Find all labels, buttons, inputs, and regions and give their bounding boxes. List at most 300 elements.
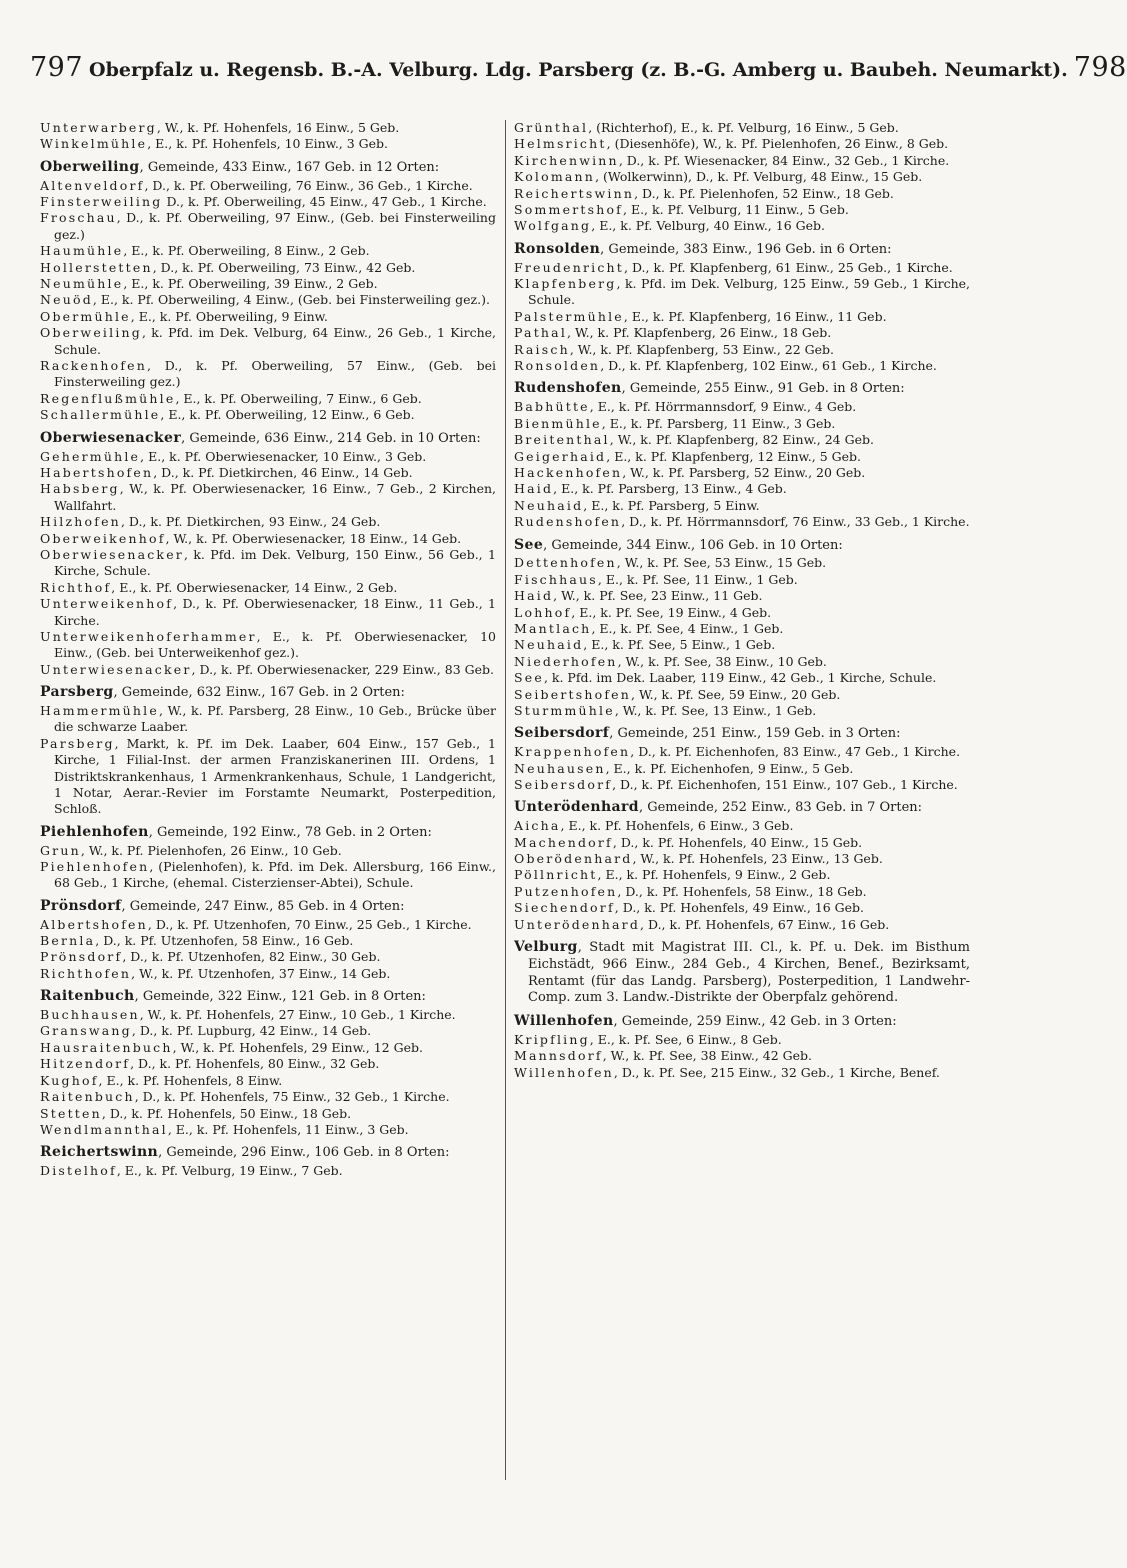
municipality-heading: [514, 1013, 970, 1031]
place-details: , E., k. Pf. Hohenfels, 8 Einw.: [98, 1072, 283, 1088]
place-name: Kughof: [40, 1072, 99, 1088]
municipality-details: , Stadt mit Magistrat III. Cl., k. Pf. u. Dek. im Bisthum Eichstädt, 966 Einw., 284 Geb., 4 Kirchen, Benef., Bezirksamt, Rentamt (für das Landg. Parsberg), Posterpedition, 1 Landwehr-Comp. zum 3. Landw.-Distrikte der Oberpfalz gehörend.: [528, 940, 970, 1006]
place-name: Rudenshofen: [514, 514, 622, 530]
place-details: , (Richterhof), E., k. Pf. Velburg, 16 Einw., 5 Geb.: [588, 120, 899, 135]
place-details: , D., k. Pf. Hohenfels, 49 Einw., 16 Geb.: [614, 900, 865, 916]
place-details: , W., k. Pf. Klapfenberg, 26 Einw., 18 Geb.: [567, 325, 832, 341]
place-details: , W., k. Pf. See, 53 Einw., 15 Geb.: [616, 555, 827, 571]
place-name: Hitzendorf: [40, 1056, 131, 1072]
place-entry: [40, 933, 496, 949]
place-entry: [514, 867, 970, 883]
place-entry: [40, 1007, 496, 1023]
place-entry: [40, 596, 496, 629]
place-details: , D., k. Pf. Eichenhofen, 83 Einw., 47 Geb., 1 Kirche.: [630, 744, 961, 760]
municipality-name: Parsberg: [40, 684, 114, 701]
place-name: Neuhausen: [514, 760, 606, 776]
place-name: Parsberg: [40, 735, 115, 751]
place-details: , Markt, k. Pf. im Dek. Laaber, 604 Einw., 157 Geb., 1 Kirche, 1 Filial-Inst. der armen Franziskanerinen III. Ordens, 1 Distriktskrankenhaus, 1 Armenkrankenhaus, Schule, 1 Landgericht, 1 Notar, Aerar.-Revier im Forstamte Neumarkt, Posterpedition, Schloß.: [54, 735, 496, 817]
place-entry: [514, 777, 970, 793]
place-name: Oberweikenhof: [40, 530, 166, 546]
place-name: Hammermühle: [40, 702, 159, 718]
municipality-name: See: [514, 536, 544, 553]
place-details: , W., k. Pf. See, 59 Einw., 20 Geb.: [631, 686, 841, 702]
municipality-heading: [514, 537, 970, 555]
place-details: , W., k. Pf. Klapfenberg, 82 Einw., 24 Geb.: [609, 432, 874, 448]
place-entry: [40, 966, 496, 982]
municipality-name: Reichertswinn: [40, 1144, 159, 1161]
place-name: Helmsricht: [514, 136, 607, 152]
place-name: Kripfling: [514, 1032, 590, 1048]
place-name: Putzenhofen: [514, 883, 618, 899]
place-name: Grünthal: [514, 120, 589, 135]
place-entry: [40, 949, 496, 965]
place-details: , E., k. Pf. Parsberg, 11 Einw., 3 Geb.: [601, 415, 836, 431]
place-name: Wendlmannthal: [40, 1121, 168, 1137]
place-entry: [514, 917, 970, 933]
municipality-heading: [40, 898, 496, 916]
place-name: Schallermühle: [40, 407, 161, 423]
place-entry: [40, 210, 496, 243]
municipality-heading: [40, 430, 496, 448]
place-name: Pathal: [514, 325, 568, 341]
place-details: , D., k. Pf. Utzenhofen, 70 Einw., 25 Geb., 1 Kirche.: [147, 916, 472, 932]
place-details: , k. Pfd. im Dek. Velburg, 64 Einw., 26 Geb., 1 Kirche, Schule.: [54, 325, 496, 357]
place-entry: [514, 432, 970, 448]
place-entry: [514, 416, 970, 432]
place-details: , W., k. Pf. See, 38 Einw., 42 Geb.: [602, 1048, 813, 1064]
place-entry: [514, 202, 970, 218]
municipality-name: Oberweiling: [40, 158, 140, 175]
place-name: Rackenhofen: [40, 358, 148, 374]
place-details: , W., k. Pf. Utzenhofen, 37 Einw., 14 Geb.: [131, 965, 391, 981]
column-divider: [505, 120, 506, 1480]
place-entry: [40, 1163, 496, 1179]
place-entry: [40, 407, 496, 423]
municipality-heading: [40, 684, 496, 702]
municipality-name: Ronsolden: [514, 240, 601, 257]
place-entry: [514, 465, 970, 481]
place-details: , D., k. Pf. Hohenfels, 40 Einw., 15 Geb.: [612, 834, 863, 850]
place-details: , D., k. Pf. Hohenfels, 75 Einw., 32 Geb., 1 Kirche.: [134, 1089, 450, 1105]
place-details: , W., k. Pf. See, 23 Einw., 11 Geb.: [553, 588, 763, 604]
place-details: , D., k. Pf. Dietkirchen, 93 Einw., 24 Geb.: [120, 514, 381, 530]
place-entry: [40, 325, 496, 358]
place-entry: [514, 670, 970, 686]
place-name: Hilzhofen: [40, 514, 121, 530]
municipality-name: Velburg: [514, 939, 578, 956]
place-name: Wolfgang: [514, 218, 592, 234]
place-details: , D., k. Pf. Hohenfels, 67 Einw., 16 Geb.: [640, 916, 890, 932]
place-entry: [514, 153, 970, 169]
place-entry: [514, 884, 970, 900]
place-name: Siechendorf: [514, 900, 615, 916]
place-details: , D., k. Pf. Hohenfels, 80 Einw., 32 Geb.: [130, 1056, 380, 1072]
place-details: , D., k. Pf. Lupburg, 42 Einw., 14 Geb.: [131, 1023, 372, 1039]
place-details: , D., k. Pf. See, 215 Einw., 32 Geb., 1 Kirche, Benef.: [613, 1064, 940, 1080]
place-entry: [40, 1073, 496, 1089]
place-name: Richthof: [40, 579, 112, 595]
place-name: Seibertshofen: [514, 686, 632, 702]
municipality-details: , Gemeinde, 255 Einw., 91 Geb. in 8 Orten:: [621, 381, 905, 397]
place-entry: [514, 260, 970, 276]
place-entry: [40, 1040, 496, 1056]
place-details: , D., k. Pf. Oberweiling, 73 Einw., 42 Geb.: [152, 259, 416, 275]
place-name: Hausraitenbuch: [40, 1039, 173, 1055]
right-column: [514, 120, 970, 1081]
place-name: Oberwiesenacker: [40, 546, 184, 562]
place-name: Gehermühle: [40, 448, 141, 464]
place-name: Willenhofen: [514, 1064, 614, 1080]
place-name: Bienmühle: [514, 415, 602, 431]
place-details: , E., k. Pf. Klapfenberg, 16 Einw., 11 Geb.: [623, 308, 887, 324]
place-details: , E., k. Pf. Oberweiling, 8 Einw., 2 Geb.: [123, 243, 370, 259]
place-name: Kirchenwinn: [514, 152, 619, 168]
place-entry: [40, 120, 496, 136]
place-entry: [40, 358, 496, 391]
place-name: Lohhof: [514, 604, 572, 620]
place-entry: [514, 605, 970, 621]
place-entry: [40, 736, 496, 818]
place-name: Unterweikenhof: [40, 596, 174, 612]
place-name: Fischhaus: [514, 571, 598, 587]
municipality-details: , Gemeinde, 259 Einw., 42 Geb. in 3 Orten:: [613, 1014, 897, 1030]
place-details: , W., k. Pf. Hohenfels, 23 Einw., 13 Geb.: [632, 851, 883, 867]
place-name: Unterweikenhoferhammer: [40, 628, 257, 644]
place-name: Dettenhofen: [514, 555, 617, 571]
place-entry: [514, 1032, 970, 1048]
place-details: , W., k. Pf. Hohenfels, 29 Einw., 12 Geb.: [172, 1039, 423, 1055]
municipality-name: Willenhofen: [514, 1013, 614, 1030]
place-entry: [514, 169, 970, 185]
place-name: Aicha: [514, 818, 561, 834]
place-details: , D., k. Pf. Hohenfels, 50 Einw., 18 Geb.: [101, 1105, 352, 1121]
place-entry: [514, 835, 970, 851]
place-details: , E., k. Pf. See, 11 Einw., 1 Geb.: [597, 571, 798, 587]
municipality-heading: [40, 1144, 496, 1162]
municipality-heading: [40, 824, 496, 842]
place-entry: [40, 243, 496, 259]
place-details: , k. Pfd. im Dek. Velburg, 125 Einw., 59 Geb., 1 Kirche, Schule.: [528, 276, 970, 308]
municipality-details: , Gemeinde, 247 Einw., 85 Geb. in 4 Orten:: [121, 898, 405, 914]
municipality-details: , Gemeinde, 322 Einw., 121 Geb. in 8 Orten:: [134, 989, 426, 1005]
place-details: , E., k. Pf. See, 6 Einw., 8 Geb.: [589, 1032, 782, 1048]
place-entry: [514, 136, 970, 152]
municipality-details: , Gemeinde, 632 Einw., 167 Geb. in 2 Orten:: [113, 685, 405, 701]
place-details: , W., k. Pf. Parsberg, 52 Einw., 20 Geb.: [622, 464, 866, 480]
place-details: , W., k. Pf. Klapfenberg, 53 Einw., 22 Geb.: [569, 341, 835, 357]
place-entry: [40, 1023, 496, 1039]
place-entry: [40, 547, 496, 580]
place-entry: [514, 358, 970, 374]
place-details: , W., k. Pf. See, 13 Einw., 1 Geb.: [614, 702, 817, 718]
municipality-details: , Gemeinde, 251 Einw., 159 Geb. in 3 Orten:: [609, 726, 901, 742]
place-details: , (Wolkerwinn), D., k. Pf. Velburg, 48 Einw., 15 Geb.: [595, 169, 923, 185]
municipality-heading: [514, 380, 970, 398]
place-details: , E., k. Pf. Oberweiling, 12 Einw., 6 Geb.: [160, 407, 415, 423]
place-entry: [40, 1106, 496, 1122]
municipality-details: , Gemeinde, 252 Einw., 83 Geb. in 7 Orten:: [638, 800, 923, 816]
page-number-right: 798: [1073, 52, 1127, 83]
place-name: Oberödenhard: [514, 851, 633, 867]
place-details: , W., k. Pf. Oberwiesenacker, 16 Einw., 7 Geb., 2 Kirchen, Wallfahrt.: [54, 481, 496, 513]
place-details: , E., k. Pf. Oberweiling, 39 Einw., 2 Geb.: [123, 276, 378, 292]
place-name: Sommertshof: [514, 202, 624, 218]
place-details: , D., k. Pf. Oberweiling, 57 Einw., (Geb. bei Finsterweiling gez.): [54, 358, 496, 390]
place-name: Bernla: [40, 933, 96, 949]
place-details: , D., k. Pf. Klapfenberg, 61 Einw., 25 Geb., 1 Kirche.: [624, 259, 953, 275]
place-name: Haid: [514, 588, 554, 604]
place-details: , k. Pfd. im Dek. Velburg, 150 Einw., 56 Geb., 1 Kirche, Schule.: [54, 546, 496, 579]
place-details: , E., k. Pf. Oberweiling, 4 Einw., (Geb. bei Finsterweiling gez.).: [92, 292, 490, 308]
place-details: , E., k. Pf. See, 19 Einw., 4 Geb.: [571, 604, 772, 620]
place-entry: [514, 481, 970, 497]
place-details: , E., k. Pf. Hörrmannsdorf, 9 Einw., 4 Geb.: [589, 399, 857, 415]
place-name: Babhütte: [514, 399, 590, 415]
place-entry: [40, 391, 496, 407]
place-name: Ronsolden: [514, 358, 601, 374]
place-name: Piehlenhofen: [40, 859, 150, 875]
place-entry: [514, 637, 970, 653]
place-name: Granswang: [40, 1023, 132, 1039]
place-details: , (Diesenhöfe), W., k. Pf. Pielenhofen, 26 Einw., 8 Geb.: [606, 136, 949, 152]
municipality-heading: [514, 799, 970, 817]
place-name: Mannsdorf: [514, 1048, 603, 1064]
place-entry: [514, 514, 970, 530]
place-details: , D., k. Pf. Wiesenacker, 84 Einw., 32 Geb., 1 Kirche.: [618, 152, 950, 168]
place-entry: [40, 917, 496, 933]
municipality-heading: [514, 939, 970, 1007]
place-entry: [40, 481, 496, 514]
place-name: Grun: [40, 842, 81, 858]
place-entry: [40, 1122, 496, 1138]
place-details: , E., k. Pf. Velburg, 19 Einw., 7 Geb.: [116, 1163, 343, 1179]
place-details: , E., k. Pf. Oberwiesenacker, 10 Einw., (Geb. bei Unterweikenhof gez.).: [54, 628, 496, 661]
page-number-left: 797: [30, 52, 84, 83]
place-name: Winkelmühle: [40, 136, 148, 152]
place-entry: [40, 580, 496, 596]
place-details: , W., k. Pf. Pielenhofen, 26 Einw., 10 Geb.: [80, 842, 342, 858]
place-entry: [514, 621, 970, 637]
place-name: Krappenhofen: [514, 744, 631, 760]
place-details: , E., k. Pf. Parsberg, 5 Einw.: [583, 497, 760, 513]
place-name: Machendorf: [514, 834, 613, 850]
place-details: , D., k. Pf. Dietkirchen, 46 Einw., 14 Geb.: [153, 464, 413, 480]
place-entry: [514, 449, 970, 465]
place-details: , W., k. Pf. Parsberg, 28 Einw., 10 Geb., Brücke über die schwarze Laaber.: [54, 702, 496, 735]
place-entry: [40, 703, 496, 736]
place-entry: [40, 449, 496, 465]
municipality-name: Rudenshofen: [514, 380, 622, 397]
place-details: , D., k. Pf. Hörrmannsdorf, 76 Einw., 33 Geb., 1 Kirche.: [621, 514, 970, 530]
place-details: , D., k. Pf. Eichenhofen, 151 Einw., 107 Geb., 1 Kirche.: [612, 777, 958, 792]
place-details: , (Pielenhofen), k. Pfd. im Dek. Allersburg, 166 Einw., 68 Geb., 1 Kirche, (ehemal. Cisterzienser-Abtei), Schule.: [54, 859, 496, 891]
place-name: Palstermühle: [514, 308, 624, 324]
place-entry: [514, 342, 970, 358]
municipality-heading: [40, 159, 496, 177]
municipality-name: Unterödenhard: [514, 799, 639, 816]
place-name: Freudenricht: [514, 259, 624, 275]
place-details: , E., k. Pf. Hohenfels, 6 Einw., 3 Geb.: [560, 818, 794, 834]
place-entry: [514, 572, 970, 588]
place-name: Habsberg: [40, 481, 120, 497]
place-details: , E., k. Pf. Oberweiling, 7 Einw., 6 Geb.: [175, 390, 422, 406]
place-name: Raitenbuch: [40, 1089, 135, 1105]
place-name: Neumühle: [40, 276, 124, 292]
place-entry: [514, 654, 970, 670]
place-name: Buchhausen: [40, 1007, 140, 1023]
place-name: Reichertswinn: [514, 185, 635, 201]
place-name: Stetten: [40, 1105, 102, 1121]
place-entry: [514, 120, 970, 136]
municipality-heading: [40, 988, 496, 1006]
place-details: , D., k. Pf. Hohenfels, 58 Einw., 18 Geb.: [617, 883, 867, 899]
place-entry: [40, 309, 496, 325]
municipality-details: , Gemeinde, 636 Einw., 214 Geb. in 10 Orten:: [181, 430, 481, 446]
place-name: Seibersdorf: [514, 777, 613, 792]
municipality-details: , Gemeinde, 383 Einw., 196 Geb. in 6 Orten:: [600, 241, 892, 257]
place-entry: [514, 218, 970, 234]
place-details: , E., k. Pf. Hohenfels, 10 Einw., 3 Geb.: [147, 136, 389, 152]
place-entry: [514, 555, 970, 571]
place-entry: [40, 514, 496, 530]
place-entry: [514, 325, 970, 341]
place-name: Unterwarberg: [40, 120, 157, 135]
municipality-details: , Gemeinde, 192 Einw., 78 Geb. in 2 Orten:: [148, 824, 432, 840]
place-entry: [514, 851, 970, 867]
place-details: , E., k. Pf. Eichenhofen, 9 Einw., 5 Geb.: [605, 760, 854, 776]
running-title: Oberpfalz u. Regensb. B.-A. Velburg. Ldg. Parsberg (z. B.-G. Amberg u. Baubeh. Neumarkt).: [89, 59, 1068, 81]
place-name: Raisch: [514, 341, 570, 357]
place-details: , D., k. Pf. Oberwiesenacker, 229 Einw., 83 Geb.: [191, 661, 494, 677]
place-entry: [514, 761, 970, 777]
place-name: Neuhaid: [514, 637, 584, 653]
place-entry: [514, 703, 970, 719]
place-entry: [40, 859, 496, 892]
place-details: , D., k. Pf. Utzenhofen, 58 Einw., 16 Geb.: [95, 933, 354, 949]
place-entry: [40, 531, 496, 547]
place-name: Klapfenberg: [514, 276, 617, 292]
page-header: [30, 52, 1127, 92]
place-name: Mantlach: [514, 620, 592, 636]
place-details: , D., k. Pf. Pielenhofen, 52 Einw., 18 Geb.: [634, 185, 894, 201]
place-entry: [40, 1089, 496, 1105]
place-name: Finsterweiling: [40, 194, 163, 210]
place-entry: [514, 818, 970, 834]
place-entry: [514, 1065, 970, 1081]
municipality-details: , Gemeinde, 433 Einw., 167 Geb. in 12 Orten:: [139, 159, 440, 175]
place-name: Neuöd: [40, 292, 93, 308]
place-name: Habertshofen: [40, 464, 154, 480]
place-name: Hollerstetten: [40, 259, 153, 275]
place-entry: [40, 194, 496, 210]
place-name: Regenflußmühle: [40, 390, 176, 406]
place-name: Hackenhofen: [514, 464, 623, 480]
place-entry: [514, 276, 970, 309]
place-name: Kolomann: [514, 169, 596, 185]
place-details: , D., k. Pf. Klapfenberg, 102 Einw., 61 Geb., 1 Kirche.: [600, 358, 937, 374]
place-details: , E., k. Pf. See, 4 Einw., 1 Geb.: [591, 620, 784, 636]
place-name: Unterödenhard: [514, 916, 641, 932]
place-details: , E., k. Pf. Parsberg, 13 Einw., 4 Geb.: [553, 481, 787, 497]
left-column: [40, 120, 496, 1180]
place-name: Altenveldorf: [40, 177, 145, 193]
place-details: , W., k. Pf. Hohenfels, 16 Einw., 5 Geb.: [156, 120, 400, 135]
place-entry: [40, 178, 496, 194]
place-details: , D., k. Pf. Utzenhofen, 82 Einw., 30 Geb.: [122, 949, 381, 965]
place-name: Richthofen: [40, 965, 132, 981]
municipality-name: Oberwiesenacker: [40, 429, 182, 446]
place-name: Sturmmühle: [514, 702, 615, 718]
place-details: , D., k. Pf. Oberweiling, 97 Einw., (Geb. bei Finsterweiling gez.): [54, 210, 496, 242]
place-name: Neuhaid: [514, 497, 584, 513]
municipality-heading: [514, 241, 970, 259]
municipality-name: Piehlenhofen: [40, 823, 149, 840]
place-details: , D., k. Pf. Oberweiling, 76 Einw., 36 Geb., 1 Kirche.: [144, 177, 473, 193]
place-name: Oberweiling: [40, 325, 142, 341]
place-details: , k. Pfd. im Dek. Laaber, 119 Einw., 42 Geb., 1 Kirche, Schule.: [543, 670, 937, 686]
place-name: Niederhofen: [514, 653, 618, 669]
place-details: D., k. Pf. Oberweiling, 45 Einw., 47 Geb., 1 Kirche.: [162, 194, 487, 210]
place-entry: [514, 186, 970, 202]
place-details: , E., k. Pf. Oberwiesenacker, 14 Einw., 2 Geb.: [111, 579, 398, 595]
place-details: , W., k. Pf. See, 38 Einw., 10 Geb.: [617, 653, 827, 669]
place-entry: [40, 276, 496, 292]
place-entry: [514, 744, 970, 760]
place-entry: [514, 687, 970, 703]
place-name: Froschau: [40, 210, 117, 226]
place-entry: [514, 399, 970, 415]
place-name: Albertshofen: [40, 916, 148, 932]
place-name: Pöllnricht: [514, 867, 598, 883]
place-details: , W., k. Pf. Oberwiesenacker, 18 Einw., 14 Geb.: [165, 530, 462, 546]
place-entry: [514, 309, 970, 325]
place-entry: [40, 662, 496, 678]
place-name: Breitenthal: [514, 432, 610, 448]
place-name: See: [514, 670, 544, 686]
place-name: Haumühle: [40, 243, 124, 259]
municipality-name: Raitenbuch: [40, 988, 135, 1005]
place-name: Distelhof: [40, 1163, 117, 1179]
place-entry: [40, 843, 496, 859]
place-details: , W., k. Pf. Hohenfels, 27 Einw., 10 Geb., 1 Kirche.: [139, 1007, 456, 1023]
place-details: , E., k. Pf. Hohenfels, 9 Einw., 2 Geb.: [597, 867, 831, 883]
place-entry: [514, 588, 970, 604]
place-entry: [40, 136, 496, 152]
place-details: , E., k. Pf. See, 5 Einw., 1 Geb.: [583, 637, 776, 653]
place-details: , E., k. Pf. Oberwiesenacker, 10 Einw., 3 Geb.: [140, 448, 427, 464]
place-name: Prönsdorf: [40, 949, 123, 965]
municipality-name: Prönsdorf: [40, 897, 122, 914]
place-name: Obermühle: [40, 308, 131, 324]
place-name: Geigerhaid: [514, 448, 607, 464]
place-name: Unterwiesenacker: [40, 661, 192, 677]
place-details: , D., k. Pf. Oberwiesenacker, 18 Einw., 11 Geb., 1 Kirche.: [54, 596, 496, 628]
place-entry: [40, 629, 496, 662]
municipality-heading: [514, 725, 970, 743]
place-name: Haid: [514, 481, 554, 497]
place-entry: [514, 1048, 970, 1064]
place-entry: [40, 260, 496, 276]
place-details: , E., k. Pf. Hohenfels, 11 Einw., 3 Geb.: [167, 1121, 409, 1137]
place-details: , E., k. Pf. Oberweiling, 9 Einw.: [130, 308, 328, 324]
place-entry: [514, 498, 970, 514]
municipality-name: Seibersdorf: [514, 725, 610, 742]
place-entry: [514, 900, 970, 916]
municipality-details: , Gemeinde, 296 Einw., 106 Geb. in 8 Orten:: [158, 1145, 450, 1161]
municipality-details: , Gemeinde, 344 Einw., 106 Geb. in 10 Orten:: [543, 537, 843, 553]
place-details: , E., k. Pf. Velburg, 11 Einw., 5 Geb.: [623, 202, 849, 218]
place-entry: [40, 292, 496, 308]
